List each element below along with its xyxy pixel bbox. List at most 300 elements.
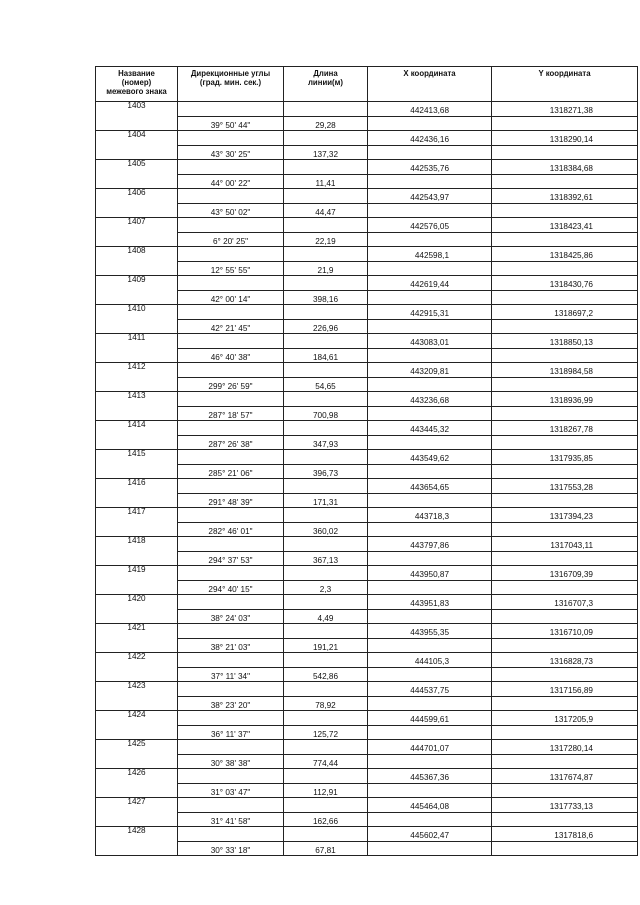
header-y-coordinate: Y координата — [492, 67, 638, 102]
x-coordinate-cell: 443654,65 — [368, 479, 492, 494]
y-coordinate-cell: 1317156,89 — [492, 682, 638, 697]
empty-cell — [284, 189, 368, 204]
direction-angle-cell: 282° 46' 01" — [178, 522, 284, 537]
line-length-cell: 360,02 — [284, 522, 368, 537]
empty-cell — [492, 319, 638, 334]
marker-name-cell: 1427 — [96, 798, 178, 813]
x-coordinate-cell: 443950,87 — [368, 566, 492, 581]
empty-cell — [96, 116, 178, 131]
empty-cell — [368, 406, 492, 421]
marker-name-cell: 1407 — [96, 218, 178, 233]
empty-cell — [492, 783, 638, 798]
x-coordinate-cell: 443083,01 — [368, 334, 492, 349]
empty-cell — [178, 595, 284, 610]
empty-cell — [492, 551, 638, 566]
empty-cell — [178, 450, 284, 465]
empty-cell — [96, 667, 178, 682]
empty-cell — [368, 116, 492, 131]
marker-row — [96, 798, 638, 813]
empty-cell — [492, 116, 638, 131]
direction-angle-cell: 37° 11' 34" — [178, 667, 284, 682]
line-length-cell: 171,31 — [284, 493, 368, 508]
empty-cell — [178, 624, 284, 639]
empty-cell — [492, 203, 638, 218]
line-length-cell: 78,92 — [284, 696, 368, 711]
header-x-coordinate: Х координата — [368, 67, 492, 102]
empty-cell — [96, 754, 178, 769]
y-coordinate-cell: 1318430,76 — [492, 276, 638, 291]
y-coordinate-cell: 1318936,99 — [492, 392, 638, 407]
x-coordinate-cell: 444599,61 — [368, 711, 492, 726]
segment-row — [96, 841, 638, 856]
empty-cell — [368, 319, 492, 334]
y-coordinate-cell: 1318271,38 — [492, 102, 638, 117]
empty-cell — [492, 348, 638, 363]
marker-row — [96, 537, 638, 552]
empty-cell — [96, 638, 178, 653]
x-coordinate-cell: 443797,86 — [368, 537, 492, 552]
y-coordinate-cell: 1317043,11 — [492, 537, 638, 552]
empty-cell — [368, 551, 492, 566]
empty-cell — [178, 160, 284, 175]
marker-name-cell: 1416 — [96, 479, 178, 494]
marker-row — [96, 305, 638, 320]
empty-cell — [368, 841, 492, 856]
empty-cell — [284, 653, 368, 668]
empty-cell — [368, 638, 492, 653]
line-length-cell: 125,72 — [284, 725, 368, 740]
empty-cell — [284, 450, 368, 465]
x-coordinate-cell: 443445,32 — [368, 421, 492, 436]
segment-row — [96, 638, 638, 653]
empty-cell — [492, 638, 638, 653]
segment-row — [96, 406, 638, 421]
empty-cell — [492, 580, 638, 595]
line-length-cell: 21,9 — [284, 261, 368, 276]
table-header-row — [96, 67, 638, 102]
line-length-cell: 347,93 — [284, 435, 368, 450]
empty-cell — [368, 609, 492, 624]
empty-cell — [96, 464, 178, 479]
empty-cell — [178, 653, 284, 668]
y-coordinate-cell: 1318290,14 — [492, 131, 638, 146]
direction-angle-cell: 287° 18' 57" — [178, 406, 284, 421]
empty-cell — [368, 725, 492, 740]
line-length-cell: 11,41 — [284, 174, 368, 189]
x-coordinate-cell: 442619,44 — [368, 276, 492, 291]
direction-angle-cell: 30° 38' 38" — [178, 754, 284, 769]
y-coordinate-cell: 1317205,9 — [492, 711, 638, 726]
line-length-cell: 191,21 — [284, 638, 368, 653]
marker-name-cell: 1412 — [96, 363, 178, 378]
line-length-cell: 226,96 — [284, 319, 368, 334]
empty-cell — [96, 696, 178, 711]
y-coordinate-cell: 1318425,86 — [492, 247, 638, 262]
empty-cell — [178, 131, 284, 146]
x-coordinate-cell: 443951,83 — [368, 595, 492, 610]
header-direction-angle: Дирекционные углы (град. мин. сек.) — [178, 67, 284, 102]
empty-cell — [96, 145, 178, 160]
line-length-cell: 398,16 — [284, 290, 368, 305]
empty-cell — [492, 667, 638, 682]
empty-cell — [96, 522, 178, 537]
direction-angle-cell: 294° 37' 53" — [178, 551, 284, 566]
marker-row — [96, 102, 638, 117]
empty-cell — [284, 247, 368, 262]
marker-name-cell: 1406 — [96, 189, 178, 204]
empty-cell — [284, 711, 368, 726]
marker-row — [96, 247, 638, 262]
marker-name-cell: 1424 — [96, 711, 178, 726]
header-line-length: Длина линии(м) — [284, 67, 368, 102]
direction-angle-cell: 31° 41' 58" — [178, 812, 284, 827]
segment-row — [96, 783, 638, 798]
marker-name-cell: 1405 — [96, 160, 178, 175]
empty-cell — [284, 160, 368, 175]
empty-cell — [492, 435, 638, 450]
x-coordinate-cell: 442436,16 — [368, 131, 492, 146]
empty-cell — [96, 580, 178, 595]
empty-cell — [368, 812, 492, 827]
empty-cell — [284, 334, 368, 349]
direction-angle-cell: 38° 24' 03" — [178, 609, 284, 624]
empty-cell — [178, 566, 284, 581]
empty-cell — [492, 290, 638, 305]
marker-row — [96, 131, 638, 146]
y-coordinate-cell: 1317935,85 — [492, 450, 638, 465]
marker-row — [96, 276, 638, 291]
empty-cell — [368, 290, 492, 305]
x-coordinate-cell: 443209,81 — [368, 363, 492, 378]
empty-cell — [96, 812, 178, 827]
empty-cell — [368, 174, 492, 189]
segment-row — [96, 348, 638, 363]
x-coordinate-cell: 442915,31 — [368, 305, 492, 320]
marker-name-cell: 1403 — [96, 102, 178, 117]
line-length-cell: 44,47 — [284, 203, 368, 218]
line-length-cell: 2,3 — [284, 580, 368, 595]
x-coordinate-cell: 442576,05 — [368, 218, 492, 233]
marker-row — [96, 479, 638, 494]
empty-cell — [284, 363, 368, 378]
empty-cell — [96, 319, 178, 334]
marker-row — [96, 682, 638, 697]
y-coordinate-cell: 1318384,68 — [492, 160, 638, 175]
line-length-cell: 542,86 — [284, 667, 368, 682]
empty-cell — [96, 174, 178, 189]
marker-name-cell: 1408 — [96, 247, 178, 262]
x-coordinate-cell: 442535,76 — [368, 160, 492, 175]
direction-angle-cell: 38° 23' 20" — [178, 696, 284, 711]
empty-cell — [96, 261, 178, 276]
marker-row — [96, 160, 638, 175]
empty-cell — [492, 493, 638, 508]
segment-row — [96, 290, 638, 305]
marker-name-cell: 1413 — [96, 392, 178, 407]
empty-cell — [96, 203, 178, 218]
empty-cell — [96, 348, 178, 363]
empty-cell — [368, 522, 492, 537]
direction-angle-cell: 44° 00' 22" — [178, 174, 284, 189]
empty-cell — [284, 624, 368, 639]
empty-cell — [368, 464, 492, 479]
segment-row — [96, 464, 638, 479]
empty-cell — [284, 682, 368, 697]
direction-angle-cell: 43° 30' 25" — [178, 145, 284, 160]
marker-name-cell: 1414 — [96, 421, 178, 436]
boundary-coordinates-table — [95, 66, 638, 856]
empty-cell — [492, 232, 638, 247]
empty-cell — [492, 261, 638, 276]
empty-cell — [178, 276, 284, 291]
empty-cell — [284, 421, 368, 436]
empty-cell — [96, 493, 178, 508]
empty-cell — [178, 247, 284, 262]
marker-name-cell: 1410 — [96, 305, 178, 320]
empty-cell — [96, 551, 178, 566]
x-coordinate-cell: 444105,3 — [368, 653, 492, 668]
y-coordinate-cell: 1318392,61 — [492, 189, 638, 204]
marker-row — [96, 566, 638, 581]
empty-cell — [492, 841, 638, 856]
marker-row — [96, 508, 638, 523]
segment-row — [96, 319, 638, 334]
empty-cell — [284, 479, 368, 494]
marker-name-cell: 1417 — [96, 508, 178, 523]
marker-name-cell: 1423 — [96, 682, 178, 697]
y-coordinate-cell: 1316828,73 — [492, 653, 638, 668]
y-coordinate-cell: 1316710,09 — [492, 624, 638, 639]
x-coordinate-cell: 442413,68 — [368, 102, 492, 117]
direction-angle-cell: 38° 21' 03" — [178, 638, 284, 653]
direction-angle-cell: 291° 48' 39" — [178, 493, 284, 508]
marker-row — [96, 595, 638, 610]
header-marker-name: Название (номер) межевого знака — [96, 67, 178, 102]
y-coordinate-cell: 1318697,2 — [492, 305, 638, 320]
marker-row — [96, 421, 638, 436]
marker-name-cell: 1425 — [96, 740, 178, 755]
marker-name-cell: 1404 — [96, 131, 178, 146]
empty-cell — [96, 783, 178, 798]
y-coordinate-cell: 1318267,78 — [492, 421, 638, 436]
empty-cell — [284, 566, 368, 581]
x-coordinate-cell: 443549,62 — [368, 450, 492, 465]
empty-cell — [96, 435, 178, 450]
direction-angle-cell: 39° 50' 44" — [178, 116, 284, 131]
x-coordinate-cell: 443236,68 — [368, 392, 492, 407]
empty-cell — [492, 725, 638, 740]
segment-row — [96, 667, 638, 682]
segment-row — [96, 522, 638, 537]
marker-row — [96, 653, 638, 668]
y-coordinate-cell: 1317394,23 — [492, 508, 638, 523]
empty-cell — [284, 537, 368, 552]
empty-cell — [368, 348, 492, 363]
direction-angle-cell: 285° 21' 06" — [178, 464, 284, 479]
empty-cell — [284, 218, 368, 233]
empty-cell — [178, 363, 284, 378]
y-coordinate-cell: 1318850,13 — [492, 334, 638, 349]
direction-angle-cell: 299° 26' 59" — [178, 377, 284, 392]
empty-cell — [96, 290, 178, 305]
empty-cell — [284, 769, 368, 784]
empty-cell — [96, 609, 178, 624]
segment-row — [96, 812, 638, 827]
segment-row — [96, 377, 638, 392]
line-length-cell: 29,28 — [284, 116, 368, 131]
marker-name-cell: 1411 — [96, 334, 178, 349]
coordinates-sheet — [95, 66, 637, 855]
direction-angle-cell: 31° 03' 47" — [178, 783, 284, 798]
segment-row — [96, 609, 638, 624]
empty-cell — [368, 580, 492, 595]
y-coordinate-cell: 1317553,28 — [492, 479, 638, 494]
empty-cell — [368, 667, 492, 682]
marker-name-cell: 1418 — [96, 537, 178, 552]
empty-cell — [492, 145, 638, 160]
empty-cell — [368, 754, 492, 769]
x-coordinate-cell: 445367,36 — [368, 769, 492, 784]
empty-cell — [492, 696, 638, 711]
marker-row — [96, 363, 638, 378]
empty-cell — [178, 711, 284, 726]
empty-cell — [178, 798, 284, 813]
empty-cell — [178, 392, 284, 407]
empty-cell — [178, 508, 284, 523]
direction-angle-cell: 42° 21' 45" — [178, 319, 284, 334]
marker-row — [96, 392, 638, 407]
empty-cell — [284, 392, 368, 407]
empty-cell — [284, 508, 368, 523]
empty-cell — [178, 479, 284, 494]
direction-angle-cell: 12° 55' 55" — [178, 261, 284, 276]
segment-row — [96, 580, 638, 595]
marker-name-cell: 1415 — [96, 450, 178, 465]
marker-row — [96, 827, 638, 842]
empty-cell — [492, 609, 638, 624]
empty-cell — [492, 406, 638, 421]
empty-cell — [368, 145, 492, 160]
segment-row — [96, 696, 638, 711]
empty-cell — [178, 102, 284, 117]
line-length-cell: 367,13 — [284, 551, 368, 566]
empty-cell — [178, 827, 284, 842]
empty-cell — [178, 769, 284, 784]
y-coordinate-cell: 1317818,6 — [492, 827, 638, 842]
line-length-cell: 112,91 — [284, 783, 368, 798]
empty-cell — [492, 174, 638, 189]
line-length-cell: 396,73 — [284, 464, 368, 479]
direction-angle-cell: 6° 20' 25" — [178, 232, 284, 247]
x-coordinate-cell: 442598,1 — [368, 247, 492, 262]
marker-row — [96, 334, 638, 349]
empty-cell — [284, 276, 368, 291]
empty-cell — [96, 232, 178, 247]
line-length-cell: 67,81 — [284, 841, 368, 856]
line-length-cell: 22,19 — [284, 232, 368, 247]
y-coordinate-cell: 1316707,3 — [492, 595, 638, 610]
line-length-cell: 184,61 — [284, 348, 368, 363]
marker-name-cell: 1422 — [96, 653, 178, 668]
direction-angle-cell: 43° 50' 02" — [178, 203, 284, 218]
segment-row — [96, 232, 638, 247]
empty-cell — [284, 827, 368, 842]
empty-cell — [284, 740, 368, 755]
line-length-cell: 137,32 — [284, 145, 368, 160]
empty-cell — [368, 493, 492, 508]
empty-cell — [368, 377, 492, 392]
marker-name-cell: 1426 — [96, 769, 178, 784]
marker-row — [96, 218, 638, 233]
segment-row — [96, 116, 638, 131]
x-coordinate-cell: 444701,07 — [368, 740, 492, 755]
marker-row — [96, 189, 638, 204]
empty-cell — [492, 812, 638, 827]
marker-name-cell: 1428 — [96, 827, 178, 842]
empty-cell — [178, 740, 284, 755]
empty-cell — [492, 377, 638, 392]
segment-row — [96, 551, 638, 566]
direction-angle-cell: 36° 11' 37" — [178, 725, 284, 740]
marker-row — [96, 450, 638, 465]
segment-row — [96, 725, 638, 740]
segment-row — [96, 493, 638, 508]
y-coordinate-cell: 1317674,87 — [492, 769, 638, 784]
empty-cell — [178, 218, 284, 233]
direction-angle-cell: 30° 33' 18" — [178, 841, 284, 856]
empty-cell — [368, 783, 492, 798]
empty-cell — [368, 261, 492, 276]
empty-cell — [96, 377, 178, 392]
y-coordinate-cell: 1317733,13 — [492, 798, 638, 813]
segment-row — [96, 174, 638, 189]
segment-row — [96, 203, 638, 218]
y-coordinate-cell: 1318984,58 — [492, 363, 638, 378]
marker-name-cell: 1421 — [96, 624, 178, 639]
empty-cell — [492, 754, 638, 769]
empty-cell — [284, 798, 368, 813]
marker-name-cell: 1420 — [96, 595, 178, 610]
empty-cell — [368, 435, 492, 450]
marker-name-cell: 1409 — [96, 276, 178, 291]
direction-angle-cell: 46° 40' 38" — [178, 348, 284, 363]
marker-row — [96, 740, 638, 755]
empty-cell — [284, 305, 368, 320]
empty-cell — [178, 682, 284, 697]
empty-cell — [178, 537, 284, 552]
x-coordinate-cell: 443955,35 — [368, 624, 492, 639]
empty-cell — [284, 131, 368, 146]
segment-row — [96, 435, 638, 450]
empty-cell — [178, 189, 284, 204]
x-coordinate-cell: 444537,75 — [368, 682, 492, 697]
empty-cell — [178, 305, 284, 320]
x-coordinate-cell: 442543,97 — [368, 189, 492, 204]
direction-angle-cell: 42° 00' 14" — [178, 290, 284, 305]
empty-cell — [96, 725, 178, 740]
line-length-cell: 4,49 — [284, 609, 368, 624]
marker-row — [96, 711, 638, 726]
segment-row — [96, 754, 638, 769]
empty-cell — [492, 522, 638, 537]
y-coordinate-cell: 1317280,14 — [492, 740, 638, 755]
empty-cell — [96, 841, 178, 856]
x-coordinate-cell: 445602,47 — [368, 827, 492, 842]
segment-row — [96, 261, 638, 276]
direction-angle-cell: 294° 40' 15" — [178, 580, 284, 595]
y-coordinate-cell: 1316709,39 — [492, 566, 638, 581]
table-body — [96, 102, 638, 856]
